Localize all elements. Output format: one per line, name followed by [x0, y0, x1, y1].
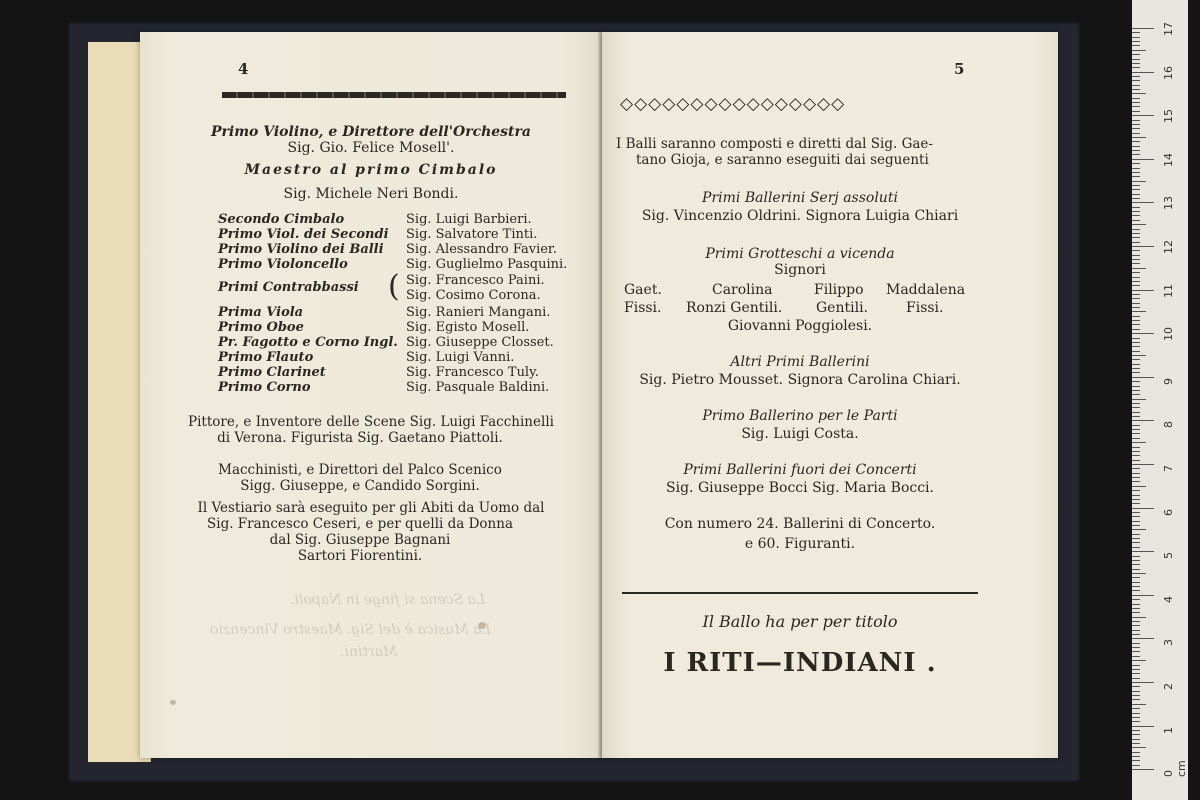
ruler-tick — [1132, 651, 1140, 652]
roster-role: Primo Corno — [218, 380, 311, 395]
ruler-tick — [1132, 717, 1140, 718]
roster-row — [218, 365, 598, 380]
ruler-tick — [1132, 176, 1140, 177]
ruler-tick — [1132, 237, 1140, 238]
ruler-tick — [1132, 390, 1140, 391]
ruler-tick — [1132, 586, 1140, 587]
roster-row — [218, 335, 598, 350]
ruler-tick — [1132, 512, 1140, 513]
roster-row — [218, 320, 598, 335]
grotteschi-cell: Ronzi Gentili. — [686, 300, 783, 316]
ruler-tick — [1132, 564, 1140, 565]
ruler-tick — [1132, 242, 1140, 243]
ruler-tick — [1132, 473, 1140, 474]
ruler-tick — [1132, 612, 1140, 613]
contrabass-bracket: ( — [388, 269, 400, 304]
ruler-label: 4 — [1162, 595, 1175, 603]
section-rule — [622, 592, 978, 594]
ruler-tick — [1132, 647, 1140, 648]
ruler-tick — [1132, 403, 1140, 404]
ruler-tick — [1132, 625, 1140, 626]
heading-maestro-name: Sig. Michele Neri Bondi. — [283, 186, 459, 202]
ruler-tick — [1132, 643, 1140, 644]
ruler-tick — [1132, 324, 1140, 325]
roster-row — [218, 288, 598, 303]
ruler-tick — [1132, 355, 1146, 356]
grotteschi-cell: Carolina — [712, 282, 773, 298]
ruler-tick — [1132, 124, 1140, 125]
ruler-tick — [1132, 72, 1154, 73]
ruler-tick — [1132, 433, 1140, 434]
ruler-tick — [1132, 743, 1140, 744]
ruler-tick — [1132, 442, 1146, 443]
ruler-tick — [1132, 54, 1140, 55]
ruler-tick — [1132, 660, 1146, 661]
ruler-tick — [1132, 198, 1140, 199]
grotteschi-cell: Filippo — [814, 282, 864, 298]
ruler-tick — [1132, 141, 1140, 142]
ruler-tick — [1132, 499, 1140, 500]
ruler-label: 13 — [1162, 196, 1175, 211]
ruler-tick — [1132, 372, 1140, 373]
roster-person: Sig. Alessandro Favier. — [406, 242, 557, 257]
ruler-tick — [1132, 111, 1140, 112]
ruler-tick — [1132, 699, 1140, 700]
ruler-tick — [1132, 133, 1140, 134]
grotteschi-cell: Fissi. — [624, 300, 662, 316]
roster-row — [218, 257, 598, 272]
intro-line: tano Gioja, e saranno eseguiti dai seguenti — [636, 152, 929, 168]
roster-role: Primo Oboe — [218, 320, 304, 335]
ruler-label: 5 — [1162, 552, 1175, 560]
ruler-tick — [1132, 277, 1140, 278]
grotteschi-row — [624, 282, 972, 300]
ruler-tick — [1132, 137, 1146, 138]
fuori-names: Sig. Giuseppe Bocci Sig. Maria Bocci. — [666, 480, 934, 496]
ruler-tick — [1132, 229, 1140, 230]
ruler-tick — [1132, 704, 1146, 705]
roster-role: Primo Clarinet — [218, 365, 326, 380]
ruler-tick — [1132, 351, 1140, 352]
ruler-tick — [1132, 760, 1140, 761]
roster-role: Primo Viol. dei Secondi — [218, 227, 389, 242]
count-line: Con numero 24. Ballerini di Concerto. — [664, 516, 936, 532]
ruler-tick — [1132, 665, 1140, 666]
ruler-tick — [1132, 455, 1140, 456]
ruler-label: 10 — [1162, 327, 1175, 342]
ruler-tick — [1132, 656, 1140, 657]
ruler-tick — [1132, 447, 1140, 448]
serj-names: Sig. Vincenzio Oldrini. Signora Luigia Chiari — [641, 208, 959, 224]
roster-person: Sig. Salvatore Tinti. — [406, 227, 538, 242]
ruler-tick — [1132, 673, 1140, 674]
ruler-tick — [1132, 150, 1140, 151]
parti-name: Sig. Luigi Costa. — [741, 426, 859, 442]
ruler-label: 9 — [1162, 377, 1175, 385]
ruler-label: 2 — [1162, 683, 1175, 690]
ruler-tick — [1132, 734, 1140, 735]
ruler-label: 7 — [1162, 465, 1175, 472]
ruler-tick — [1132, 381, 1140, 382]
ruler-tick — [1132, 516, 1140, 517]
ruler-tick — [1132, 682, 1154, 683]
machinist-line: Sigg. Giuseppe, e Candido Sorgini. — [240, 478, 480, 494]
ruler-tick — [1132, 194, 1140, 195]
ruler-tick — [1132, 285, 1140, 286]
ruler-tick — [1132, 211, 1140, 212]
ruler-tick — [1132, 420, 1154, 421]
ruler-tick — [1132, 769, 1154, 770]
painter-line: Pittore, e Inventore delle Scene Sig. Luigi Facchinelli — [188, 414, 554, 430]
ruler-tick — [1132, 368, 1140, 369]
roster-row — [218, 242, 598, 257]
roster-person: Sig. Pasquale Baldini. — [406, 380, 550, 395]
ruler-tick — [1132, 556, 1140, 557]
costume-line: Sartori Fiorentini. — [297, 548, 423, 564]
ruler-tick — [1132, 573, 1146, 574]
ruler-tick — [1132, 407, 1140, 408]
ruler-tick — [1132, 28, 1154, 29]
ballo-intro: Il Ballo ha per per titolo — [702, 612, 898, 631]
ruler-tick — [1132, 495, 1140, 496]
ruler-tick — [1132, 451, 1140, 452]
ruler-tick — [1132, 621, 1140, 622]
ruler-tick — [1132, 215, 1140, 216]
ruler-tick — [1132, 416, 1140, 417]
roster-role: Primo Flauto — [218, 350, 314, 365]
roster-role: Primo Violino dei Balli — [218, 242, 384, 257]
ink-stain — [478, 622, 486, 629]
ruler-label: 15 — [1162, 109, 1175, 124]
roster-person: Sig. Ranieri Mangani. — [406, 305, 551, 320]
ruler-tick — [1132, 630, 1140, 631]
ruler-label: 0 cm — [1162, 760, 1188, 778]
ruler-tick — [1132, 255, 1140, 256]
grotteschi-cell: Gentili. — [816, 300, 868, 316]
ruler-tick — [1132, 377, 1154, 378]
ruler-tick — [1132, 521, 1140, 522]
ruler-label: 12 — [1162, 240, 1175, 254]
ruler-tick — [1132, 233, 1140, 234]
roster-person: Sig. Egisto Mosell. — [406, 320, 530, 335]
ruler-tick — [1132, 93, 1146, 94]
ruler-tick — [1132, 307, 1140, 308]
roster-row — [218, 227, 598, 242]
ruler-label: 16 — [1162, 65, 1175, 80]
ruler-tick — [1132, 263, 1140, 264]
altri-names: Sig. Pietro Mousset. Signora Carolina Chiari. — [639, 372, 961, 388]
ruler-tick — [1132, 429, 1140, 430]
ruler-tick — [1132, 346, 1140, 347]
roster-person: Sig. Francesco Paini. — [406, 273, 545, 288]
ruler-tick — [1132, 468, 1140, 469]
grotteschi-heading: Primi Grotteschi a vicenda — [705, 246, 895, 262]
ruler-tick — [1132, 508, 1154, 509]
ruler-tick — [1132, 394, 1140, 395]
heading-first-violin-name: Sig. Gio. Felice Mosell'. — [287, 140, 455, 156]
ruler-tick — [1132, 438, 1140, 439]
ruler-tick — [1132, 595, 1154, 596]
ruler-tick — [1132, 569, 1140, 570]
roster-person: Sig. Luigi Barbieri. — [406, 212, 532, 227]
ruler-tick — [1132, 59, 1140, 60]
costume-line: Il Vestiario sarà eseguito per gli Abiti da Uomo dal — [197, 500, 545, 516]
page-number-left: 4 — [238, 60, 249, 78]
ruler-tick — [1132, 756, 1140, 757]
ruler-tick — [1132, 730, 1140, 731]
ruler-tick — [1132, 386, 1140, 387]
roster-role: Pr. Fagotto e Corno Ingl. — [218, 335, 398, 350]
bleed-through-text: Martini. — [340, 644, 398, 660]
roster-row — [218, 212, 598, 227]
grotteschi-cell: Maddalena — [886, 282, 966, 298]
grotteschi-cell: Fissi. — [906, 300, 944, 316]
ruler-tick — [1132, 290, 1154, 291]
ruler-tick — [1132, 259, 1140, 260]
roster-role: Secondo Cimbalo — [218, 212, 345, 227]
ruler-tick — [1132, 726, 1154, 727]
ruler-tick — [1132, 490, 1140, 491]
ruler-tick — [1132, 399, 1146, 400]
machinist-line: Macchinisti, e Direttori del Palco Scenico — [218, 462, 502, 478]
ruler-tick — [1132, 525, 1140, 526]
ruler-tick — [1132, 250, 1140, 251]
ruler-tick — [1132, 172, 1140, 173]
ruler-tick — [1132, 713, 1140, 714]
ruler-tick — [1132, 268, 1146, 269]
parti-heading: Primo Ballerino per le Parti — [702, 408, 898, 424]
ruler-tick — [1132, 425, 1140, 426]
ruler-tick — [1132, 691, 1140, 692]
ruler-label: 3 — [1162, 639, 1175, 647]
intro-line: I Balli saranno composti e diretti dal Sig. Gae- — [616, 136, 933, 152]
ruler-tick — [1132, 146, 1140, 147]
ruler-tick — [1132, 481, 1140, 482]
ruler-tick — [1132, 686, 1140, 687]
ruler-tick — [1132, 695, 1140, 696]
ruler-tick — [1132, 342, 1140, 343]
roster-role: Primi Contrabbassi — [218, 280, 359, 295]
ruler-tick — [1132, 338, 1140, 339]
ruler-tick — [1132, 207, 1140, 208]
ruler-tick — [1132, 604, 1140, 605]
roster-person: Sig. Luigi Vanni. — [406, 350, 515, 365]
roster-person: Sig. Cosimo Corona. — [406, 288, 541, 303]
ruler-tick — [1132, 220, 1140, 221]
ruler-tick — [1132, 747, 1146, 748]
ruler-tick — [1132, 460, 1140, 461]
ruler-tick — [1132, 542, 1140, 543]
ruler-tick — [1132, 577, 1140, 578]
ruler-tick — [1132, 638, 1154, 639]
left-page — [140, 32, 602, 758]
ruler-tick — [1132, 224, 1146, 225]
ruler-tick — [1132, 89, 1140, 90]
ruler-tick — [1132, 41, 1140, 42]
costume-line: dal Sig. Giuseppe Bagnani — [269, 532, 451, 548]
ruler-tick — [1132, 202, 1154, 203]
ruler-tick — [1132, 534, 1140, 535]
ruler-label: 11 — [1162, 283, 1175, 298]
ruler-tick — [1132, 333, 1154, 334]
ruler-tick — [1132, 128, 1140, 129]
ruler-tick — [1132, 547, 1140, 548]
roster-person: Sig. Giuseppe Closset. — [406, 335, 554, 350]
ruler-tick — [1132, 163, 1140, 164]
ruler-tick — [1132, 37, 1140, 38]
roster-person: Sig. Francesco Tuly. — [406, 365, 539, 380]
page-number-right: 5 — [954, 60, 965, 78]
roster-row — [218, 380, 598, 395]
ruler-tick — [1132, 560, 1140, 561]
ruler-tick — [1132, 538, 1140, 539]
ruler-tick — [1132, 115, 1154, 116]
ruler-label: 17 — [1162, 22, 1175, 36]
roster-row — [218, 305, 598, 320]
ruler-tick — [1132, 752, 1140, 753]
ruler-tick — [1132, 503, 1140, 504]
ruler-tick — [1132, 721, 1140, 722]
ruler-tick — [1132, 106, 1140, 107]
ruler-tick — [1132, 599, 1140, 600]
grotteschi-cell: Gaet. — [624, 282, 662, 298]
heading-maestro: Maestro al primo Cimbalo — [244, 162, 498, 178]
roster-row — [218, 350, 598, 365]
ruler-label: 1 — [1162, 726, 1175, 734]
ruler-tick — [1132, 608, 1140, 609]
ruler-tick — [1132, 181, 1146, 182]
fuori-heading: Primi Ballerini fuori dei Concerti — [683, 462, 917, 478]
ruler-tick — [1132, 634, 1140, 635]
heading-first-violin: Primo Violino, e Direttore dell'Orchestra — [211, 124, 531, 140]
grotteschi-last: Giovanni Poggiolesi. — [727, 318, 873, 334]
ruler-tick — [1132, 32, 1140, 33]
ruler-tick — [1132, 765, 1140, 766]
ruler-tick — [1132, 45, 1140, 46]
ruler-tick — [1132, 582, 1140, 583]
ruler-tick — [1132, 303, 1140, 304]
bleed-through-text: La Scena si finge in Napoli. — [290, 592, 486, 608]
grotteschi-row — [624, 300, 972, 318]
ruler-tick — [1132, 294, 1140, 295]
ruler-tick — [1132, 189, 1140, 190]
ruler-tick — [1132, 486, 1146, 487]
ruler-tick — [1132, 412, 1140, 413]
ruler-tick — [1132, 464, 1154, 465]
ruler-tick — [1132, 246, 1154, 247]
right-page — [602, 32, 1058, 758]
ruler-tick — [1132, 669, 1140, 670]
ruler-tick — [1132, 168, 1140, 169]
ruler-tick — [1132, 617, 1146, 618]
roster-person: Sig. Guglielmo Pasquini. — [406, 257, 568, 272]
ruler-tick — [1132, 63, 1140, 64]
ruler-tick — [1132, 98, 1140, 99]
ruler-tick — [1132, 85, 1140, 86]
ruler-tick — [1132, 67, 1140, 68]
bleed-through-text: La Musica è del Sig. Maestro Vincenzio — [210, 622, 491, 638]
header-rule — [222, 92, 566, 98]
ruler-tick — [1132, 298, 1140, 299]
ruler-tick — [1132, 102, 1140, 103]
ink-stain — [170, 700, 176, 705]
roster-role: Primo Violoncello — [218, 257, 348, 272]
ruler-tick — [1132, 185, 1140, 186]
ballo-title: I RITI—INDIANI . — [663, 648, 937, 678]
ruler-tick — [1132, 320, 1140, 321]
ruler-tick — [1132, 678, 1140, 679]
ruler-label: 14 — [1162, 152, 1175, 167]
ruler-label: 6 — [1162, 508, 1175, 516]
measuring-ruler — [1132, 0, 1188, 800]
ruler-tick — [1132, 551, 1154, 552]
ruler-tick — [1132, 281, 1140, 282]
ruler-tick — [1132, 76, 1140, 77]
altri-heading: Altri Primi Ballerini — [730, 354, 870, 370]
ruler-label: 8 — [1162, 421, 1175, 429]
serj-heading: Primi Ballerini Serj assoluti — [702, 190, 898, 206]
ruler-tick — [1132, 708, 1140, 709]
roster-role: Prima Viola — [218, 305, 304, 320]
costume-line: Sig. Francesco Ceseri, e per quelli da Donna — [207, 516, 513, 532]
ruler-tick — [1132, 364, 1140, 365]
signori-label: Signori — [774, 262, 826, 278]
ruler-tick — [1132, 329, 1140, 330]
ornament-border: ◇◇◇◇◇◇◇◇◇◇◇◇◇◇◇◇ — [620, 94, 846, 114]
ruler-tick — [1132, 529, 1146, 530]
ruler-tick — [1132, 311, 1146, 312]
painter-line: di Verona. Figurista Sig. Gaetano Piattoli. — [217, 430, 503, 446]
ruler-tick — [1132, 590, 1140, 591]
ruler-tick — [1132, 316, 1140, 317]
ruler-tick — [1132, 50, 1146, 51]
ruler-tick — [1132, 159, 1154, 160]
ruler-tick — [1132, 272, 1140, 273]
ruler-tick — [1132, 359, 1140, 360]
ruler-tick — [1132, 80, 1140, 81]
count-line: e 60. Figuranti. — [744, 536, 856, 552]
ruler-tick — [1132, 120, 1140, 121]
ruler-tick — [1132, 477, 1140, 478]
ruler-tick — [1132, 739, 1140, 740]
ruler-tick — [1132, 154, 1140, 155]
